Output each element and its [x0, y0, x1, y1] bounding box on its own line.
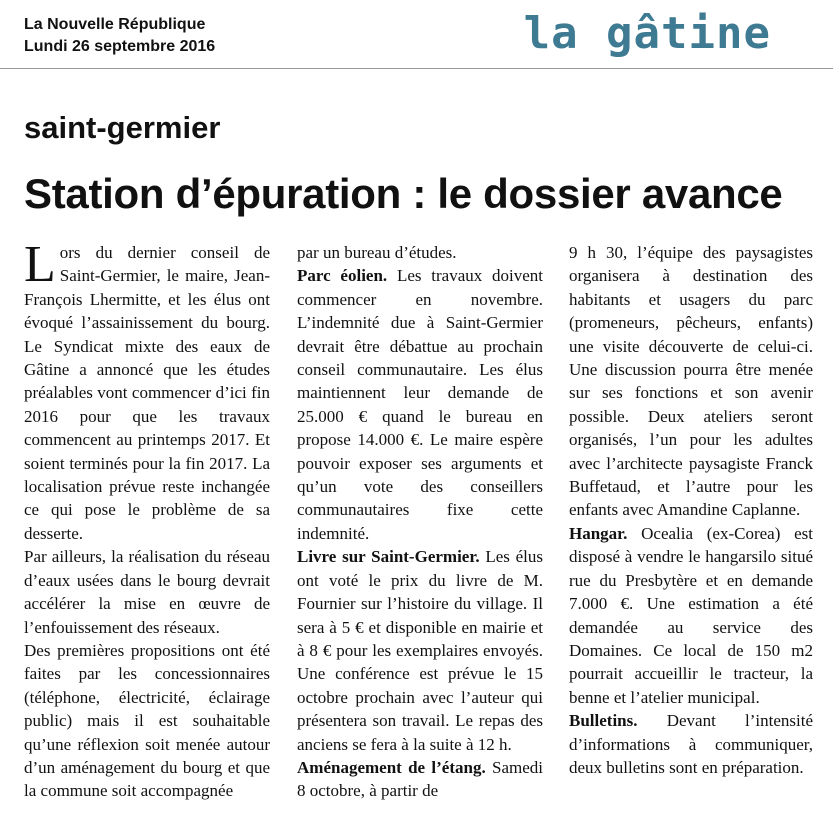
- paragraph-parc-eolien: [297, 264, 543, 545]
- paragraph-text: Les travaux doivent commencer en novembre. L’indemnité due à Saint-Germier devrait être débattue au prochain conseil communautaire. Les élus maintiennent leur demande de 25.000 € quand le bureau en propose 14.000 €. Le maire espère pouvoir exposer ses arguments et qu’un vote des conseillers communautaires fixe cette indemnité.: [297, 266, 543, 543]
- paragraph-2: Par ailleurs, la réalisation du réseau d’eaux usées dans le bourg devrait accélérer la mise en œuvre de l’enfouissement des réseaux.: [24, 547, 270, 637]
- paragraph-text: Samedi 8 octobre, à partir de: [297, 757, 543, 801]
- section-tag: la gâtine: [523, 8, 771, 59]
- article-column-1: [24, 236, 270, 803]
- article-column-3: [569, 241, 813, 779]
- masthead: [24, 14, 215, 58]
- paragraph-1: [24, 236, 270, 545]
- article-headline: Station d’épuration : le dossier avance: [24, 170, 783, 217]
- paragraph-continued: par un bureau d’études.: [297, 243, 457, 262]
- header-divider: [0, 68, 833, 69]
- publication-date: Lundi 26 septembre 2016: [24, 38, 216, 55]
- drop-cap: L: [24, 236, 56, 293]
- paragraph-text: ors du dernier conseil de Saint-Germier, le maire, Jean-François Lhermitte, et les élus ont évoqué l’assainissement du bourg. Le Syndicat mixte des eaux de Gâtine a annoncé que les études préalables vont commencer d’ici fin 2016 pour que les travaux commencent au printemps 2017. Et soient terminés pour la fin 2017. La localisation prévue reste inchangée ce qui pose le problème de sa desserte.: [24, 243, 270, 543]
- paragraph-text: Les élus ont voté le prix du livre de M. Fournier sur l’histoire du village. Il sera à 5 € et disponible en mairie et à 8 € pour les exemplaires envoyés. Une conférence est prévue le 15 octobre prochain avec l’auteur qui présentera son travail. Le repas des anciens se fera à la suite à 12 h.: [297, 547, 543, 754]
- paragraph-bulletins: [569, 709, 813, 779]
- paragraph-hangar: [569, 522, 813, 709]
- run-in-heading: Bulletins.: [569, 711, 638, 731]
- run-in-heading: Livre sur Saint-Germier.: [297, 547, 480, 567]
- publication-name: La Nouvelle République: [24, 16, 206, 33]
- run-in-heading: Parc éolien.: [297, 266, 388, 286]
- paragraph-text: Devant l’intensité d’informations à communiquer, deux bulletins sont en préparation.: [569, 711, 813, 777]
- paragraph-etang: [297, 756, 543, 803]
- paragraph-livre: [297, 545, 543, 756]
- article-kicker: saint-germier: [24, 110, 221, 145]
- run-in-heading: Aménagement de l’étang.: [297, 757, 486, 777]
- article-column-2: [297, 241, 543, 803]
- paragraph-3: Des premières propositions ont été faites par les concessionnaires (téléphone, électricité, éclairage public) mais il est souhaitable qu’une réflexion soit menée autour d’un aménagement du bourg et que la commune soit accompagnée: [24, 640, 270, 801]
- paragraph-continued: 9 h 30, l’équipe des paysagistes organisera à destination des habitants et usagers du parc (promeneurs, pêcheurs, enfants) une visite découverte de celui-ci. Une discussion pourra être menée sur ses fonctions et son avenir possible. Deux ateliers seront organisés, l’un pour les adultes avec l’architecte paysagiste Franck Buffetaud, et l’autre pour les enfants avec Amandine Caplanne.: [569, 243, 813, 520]
- run-in-heading: Hangar.: [569, 523, 628, 543]
- paragraph-text: Ocealia (ex-Corea) est disposé à vendre le hangarsilo situé rue du Presbytère et en demande 7.000 €. Une estimation a été demandée au service des Domaines. Ce local de 150 m2 pourrait accueillir le tracteur, la benne et l’atelier municipal.: [569, 523, 813, 707]
